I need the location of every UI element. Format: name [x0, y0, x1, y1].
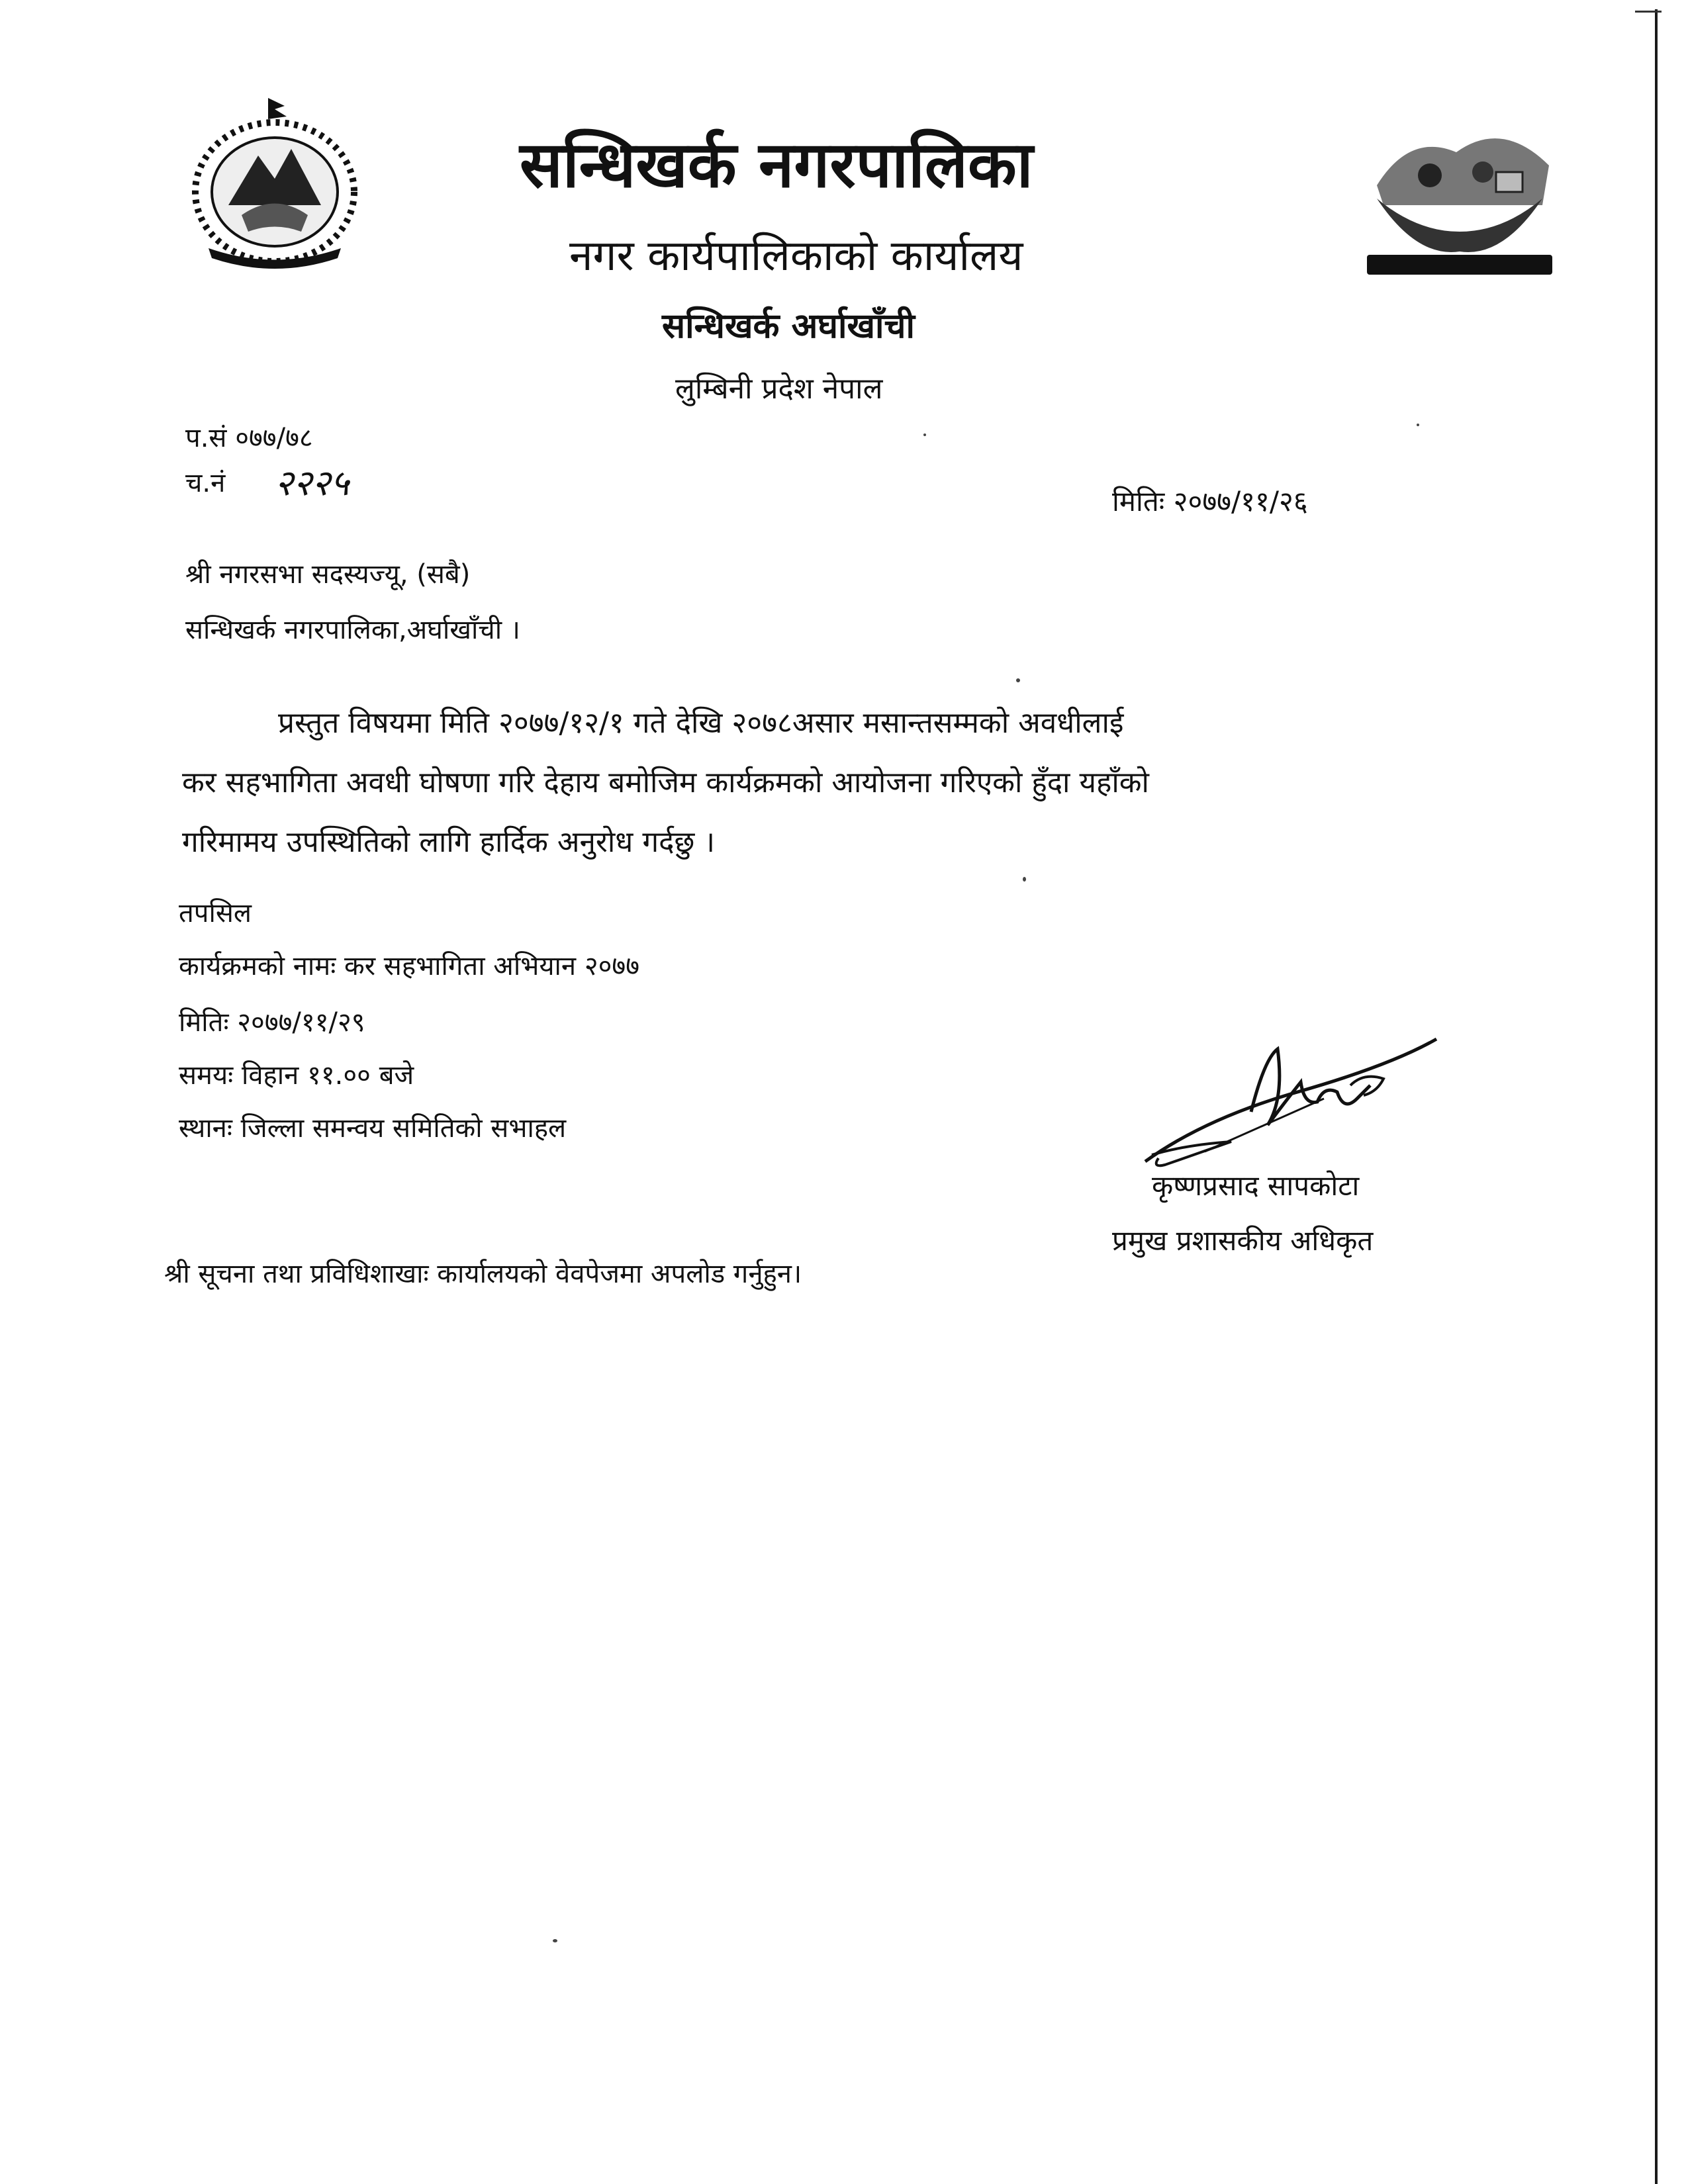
- province-name: लुम्बिनी प्रदेश नेपाल: [675, 372, 883, 406]
- letter-date: मितिः २०७७/११/२६: [1112, 485, 1308, 518]
- scan-speck: [923, 433, 926, 436]
- scan-speck: [1016, 678, 1020, 682]
- scan-speck: [1023, 877, 1026, 882]
- recipient-line-2: सन्धिखर्क नगरपालिका,अर्घाखाँची ।: [185, 615, 520, 645]
- body-line-1: प्रस्तुत विषयमा मिति २०७७/१२/१ गते देखि २०७८असार मसान्तसम्मको अवधीलाई: [278, 706, 1124, 740]
- details-program: कार्यक्रमको नामः कर सहभागिता अभियान २०७७: [179, 951, 640, 981]
- signatory-title: प्रमुख प्रशासकीय अधिकृत: [1112, 1224, 1374, 1257]
- scan-edge-top: [1635, 11, 1662, 13]
- municipality-logo-icon: [1350, 106, 1569, 285]
- signatory-name: कृष्णप्रसाद सापकोटा: [1152, 1169, 1360, 1202]
- body-line-2: कर सहभागिता अवधी घोषणा गरि देहाय बमोजिम कार्यक्रमको आयोजना गरिएको हुँदा यहाँको: [182, 766, 1149, 799]
- chalani-label: च.नं: [185, 468, 226, 498]
- cc-note: श्री सूचना तथा प्रविधिशाखाः कार्यालयको वेवपेजमा अपलोड गर्नुहुन।: [164, 1259, 802, 1289]
- body-line-3: गरिमामय उपस्थितिको लागि हार्दिक अनुरोध गर्दछु ।: [182, 825, 715, 859]
- chalani-number: २२२५: [275, 462, 350, 504]
- details-venue: स्थानः जिल्ला समन्वय समितिको सभाहल: [179, 1113, 567, 1144]
- reference-number: प.सं ०७७/७८: [185, 423, 313, 453]
- details-date: मितिः २०७७/११/२९: [179, 1007, 365, 1038]
- scan-edge: [1655, 9, 1658, 2184]
- details-title: तपसिल: [179, 898, 252, 929]
- details-time: समयः विहान ११.०० बजे: [179, 1060, 414, 1091]
- handwritten-signature: [1125, 1019, 1456, 1178]
- nepal-government-emblem-icon: [169, 93, 381, 271]
- office-name: नगर कार्यपालिकाको कार्यालय: [569, 232, 1023, 281]
- municipality-name: सन्धिखर्क नगरपालिका: [520, 128, 1033, 202]
- recipient-line-1: श्री नगरसभा सदस्यज्यू, (सबै): [185, 559, 471, 590]
- scan-speck: [1417, 424, 1419, 426]
- scan-speck: [553, 1939, 557, 1942]
- district-name: सन्धिखर्क अर्घाखाँची: [662, 306, 915, 346]
